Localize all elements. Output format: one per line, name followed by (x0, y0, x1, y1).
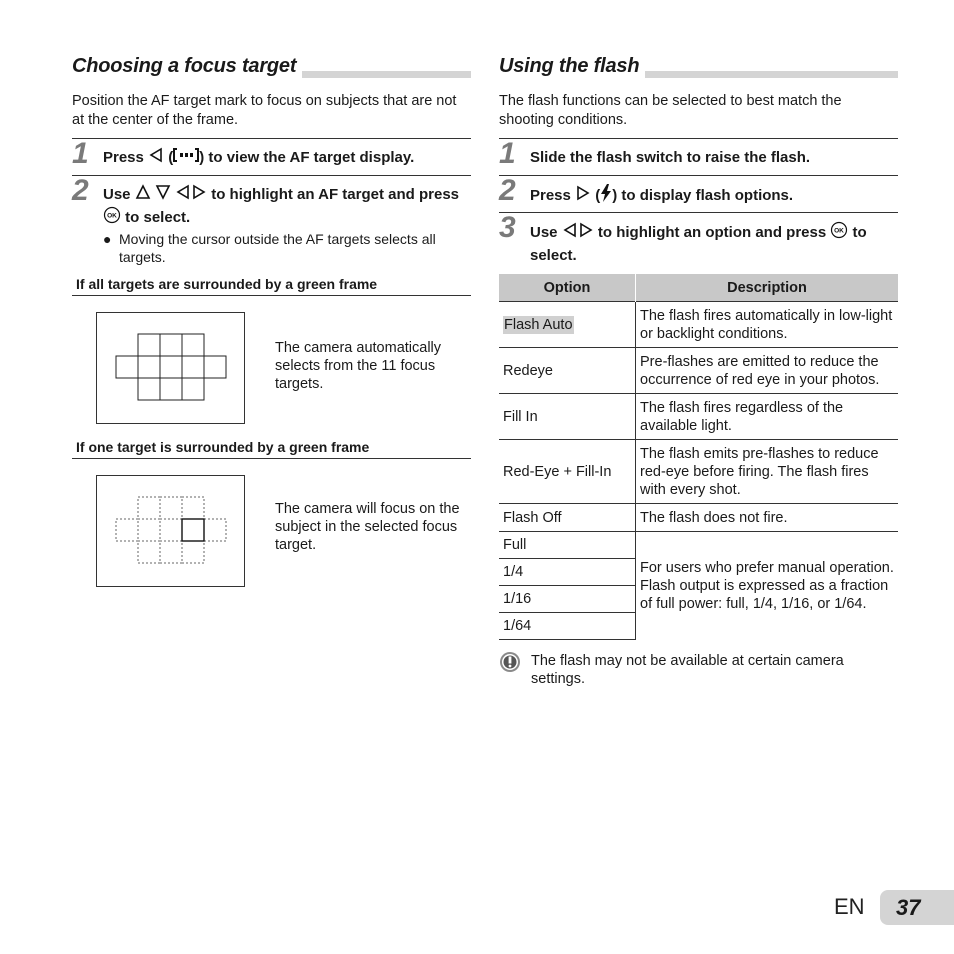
option-cell: Redeye (499, 348, 636, 394)
language-label: EN (834, 894, 865, 919)
step-text: Slide the flash switch to raise the flash. (530, 149, 811, 166)
section-title-flash (499, 54, 898, 78)
step-text (103, 184, 465, 230)
down-arrow-icon (155, 184, 171, 206)
description-cell: The flash does not fire. (636, 504, 899, 532)
option-cell: Fill In (499, 394, 636, 440)
description-cell: Pre-flashes are emitted to reduce the occurrence of red eye in your photos. (636, 348, 899, 394)
svg-text:OK: OK (834, 227, 845, 235)
right-arrow-icon (578, 222, 594, 244)
table-row (499, 394, 898, 440)
column-header-option: Option (499, 274, 636, 302)
page-footer (834, 890, 954, 925)
option-cell: Full (499, 532, 636, 559)
table-row (499, 440, 898, 504)
step-text-post: to view the AF target display. (208, 149, 415, 166)
option-highlighted: Flash Auto (504, 316, 573, 333)
af-grid-one-target (96, 475, 245, 587)
flash-icon (600, 184, 612, 208)
up-arrow-icon (135, 184, 151, 206)
step-number: 1 (499, 137, 516, 170)
table-header-row (499, 274, 898, 302)
option-cell: Red-Eye + Fill-In (499, 440, 636, 504)
step-text-pre: Use (103, 186, 131, 203)
option-cell: 1/64 (499, 613, 636, 640)
option-cell: Flash Off (499, 504, 636, 532)
table-row (499, 302, 898, 348)
step-text-pre: Use (530, 223, 558, 241)
ok-button-icon (830, 221, 848, 245)
step-text-mid: to highlight an AF target and press (211, 186, 460, 203)
left-arrow-icon (562, 222, 578, 244)
subheading-one-target: If one target is surrounded by a green frame (72, 439, 471, 459)
section-title-text: Using the flash (499, 54, 645, 78)
option-cell: 1/4 (499, 559, 636, 586)
table-row (499, 348, 898, 394)
intro-paragraph: The flash functions can be selected to best match the shooting conditions. (499, 93, 842, 128)
step-text-post: to select. (125, 209, 191, 226)
step-2 (499, 175, 898, 212)
ok-button-icon (103, 206, 121, 230)
svg-text:OK: OK (107, 212, 117, 220)
column-header-description: Description (636, 274, 899, 302)
caution-text: The flash may not be available at certain camera settings. (531, 653, 844, 687)
step-text-post: to display flash options. (621, 186, 794, 204)
option-cell (499, 302, 636, 348)
right-arrow-icon (575, 185, 591, 207)
step-number: 2 (499, 174, 516, 207)
option-cell: 1/16 (499, 586, 636, 613)
step-text (530, 221, 892, 266)
description-cell: The flash fires regardless of the available light. (636, 394, 899, 440)
step-3 (499, 212, 898, 273)
af-target-icon (173, 147, 199, 169)
caution-icon (499, 651, 521, 678)
description-cell: The flash emits pre-flashes to reduce red-eye before firing. The flash fires with every shot. (636, 440, 899, 504)
subheading-all-targets: If all targets are surrounded by a green frame (72, 276, 471, 296)
bullet-text: Moving the cursor outside the AF targets selects all targets. (119, 231, 436, 265)
step-number: 1 (72, 137, 89, 170)
page-number: 37 (880, 890, 954, 925)
section-title-focus (72, 54, 471, 78)
step-text: Press ( ) to view the AF target display. (103, 147, 465, 169)
step-text: Press ( ) to display flash options. (530, 184, 892, 208)
step-1 (72, 138, 471, 175)
caption-one-target: The camera will focus on the subject in the selected focus target. (275, 501, 460, 553)
left-arrow-icon (175, 184, 191, 206)
intro-paragraph: Position the AF target mark to focus on subjects that are not at the center of the frame. (72, 93, 457, 128)
description-cell-manual: For users who prefer manual operation. Flash output is expressed as a fraction of full power: full, 1/4, 1/16, or 1/64. (636, 532, 899, 640)
af-grid-all-svg (97, 313, 244, 423)
right-arrow-icon (191, 184, 207, 206)
table-row (499, 504, 898, 532)
step-number: 3 (499, 211, 516, 244)
step-text-mid: to highlight an option and press (597, 223, 827, 241)
description-cell: The flash fires automatically in low-light or backlight conditions. (636, 302, 899, 348)
af-grid-all-targets (96, 312, 245, 424)
step-1 (499, 138, 898, 175)
bullet-dot: ● (103, 231, 112, 247)
table-row (499, 532, 898, 559)
caption-all-targets: The camera automatically selects from the 11 focus targets. (275, 340, 442, 392)
step-text-pre: Press (103, 149, 144, 166)
af-grid-one-svg (97, 476, 244, 586)
flash-options-table (499, 274, 898, 640)
step-text-post: to select. (530, 223, 867, 264)
bullet-note (103, 230, 463, 266)
section-title-text: Choosing a focus target (72, 54, 302, 78)
left-arrow-icon (148, 147, 164, 169)
step-number: 2 (72, 174, 89, 207)
step-text-pre: Press (530, 186, 571, 204)
step-2 (72, 175, 471, 266)
